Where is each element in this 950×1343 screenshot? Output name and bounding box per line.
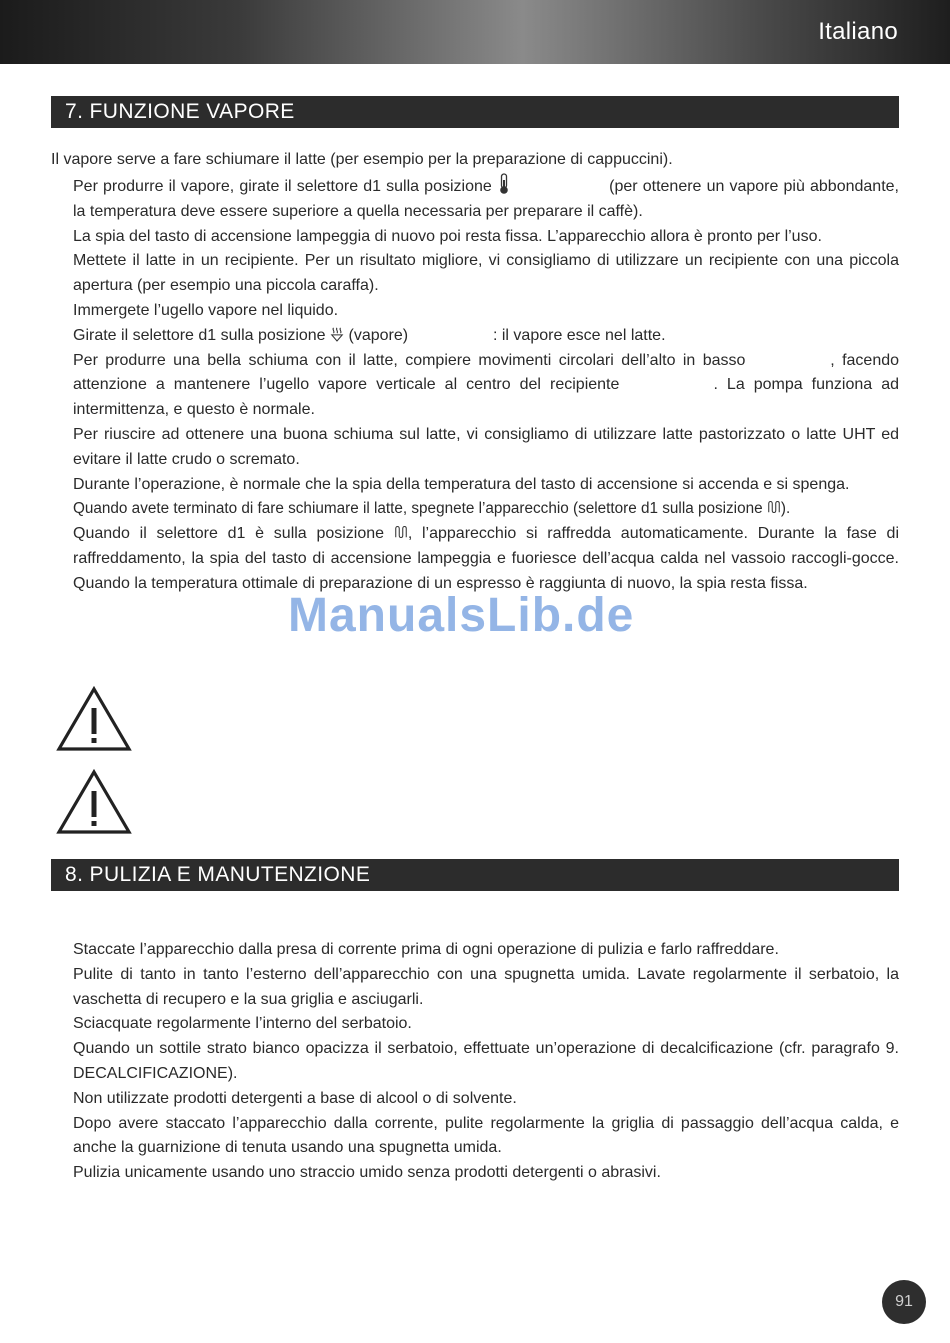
paragraph: Mettete il latte in un recipiente. Per un risultato migliore, vi consigliamo di utilizzare un recipiente con una piccola apertura (per esempio una piccola caraffa). [73,252,899,295]
watermark: ManualsLib.de [288,589,635,642]
list-item: Dopo avere staccato l’apparecchio dalla corrente, pulite regolarmente la griglia di passaggio dell’acqua calda, e anche la guarnizione di tenuta usando una spugnetta umida. [73,1114,899,1157]
section8-body [73,938,899,1186]
list-item: Staccate l’apparecchio dalla presa di corrente prima di ogni operazione di pulizia e farlo raffreddare. [73,941,779,958]
paragraph: Durante l’operazione, è normale che la spia della temperatura del tasto di accensione si accenda e si spenga. [73,475,850,493]
section7-intro: Il vapore serve a fare schiumare il latte (per esempio per la preparazione di cappuccini). [51,151,673,168]
warning-icon [56,686,132,752]
language-label: Italiano [818,18,898,45]
section-title-cleaning-maintenance: 8. PULIZIA E MANUTENZIONE [51,859,899,891]
page-number: 91 [882,1280,926,1324]
paragraph: La spia del tasto di accensione lampeggia di nuovo poi resta fissa. L’apparecchio allora è pronto per l’uso. [73,227,822,245]
paragraph: Per produrre una bella schiuma con il latte, compiere movimenti circolari dell’alto in basso , facendo attenzione a mantenere l’ugello vapore verticale al centro del recipiente . La pompa funziona ad intermittenza, e questo è normale. [73,351,900,419]
list-item: Non utilizzate prodotti detergenti a base di alcool o di solvente. [73,1089,517,1107]
paragraph: Immergete l’ugello vapore nel liquido. [73,301,339,319]
paragraph: Girate il selettore d1 sulla posizione (vapore) : il vapore esce nel latte. [73,326,666,344]
off-position-icon [394,524,408,540]
paragraph: Per produrre il vapore, girate il selettore d1 sulla posizione (per ottenere un vapore più abbondante, la temperatura deve essere superiore a quella necessaria per preparare il caffè). [73,173,899,225]
steam-icon [330,326,344,342]
list-item: Sciacquate regolarmente l’interno del serbatoio. [73,1015,412,1033]
header-bar [0,0,950,64]
warning-icon [56,769,132,835]
paragraph: Quando il selettore d1 è sulla posizione , l’apparecchio si raffredda automaticamente. Durante la fase di raffreddamento, la spia del tasto di accensione lampeggia e fuoriesce dell’acqua calda nel vassoio raccogli-gocce. Quando la temperatura ottimale di preparazione di un espresso è raggiunta di nuovo, la spia resta fissa. [73,525,900,592]
list-item: Pulite di tanto in tanto l’esterno dell’apparecchio con una spugnetta umida. Lavate regolarmente il serbatoio, la vaschetta di recupero e la sua griglia e asciugarli. [73,965,899,1008]
list-item: Pulizia unicamente usando uno straccio umido senza prodotti detergenti o abrasivi. [73,1164,661,1182]
paragraph: Quando avete terminato di fare schiumare il latte, spegnete l’apparecchio (selettore d1 sulla posizione ). [73,500,791,518]
off-position-icon [767,499,781,515]
thermometer-icon [497,173,511,195]
paragraph: Per riuscire ad ottenere una buona schiuma sul latte, vi consigliamo di utilizzare latte pastorizzato o latte UHT ed evitare il latte crudo o scremato. [73,425,899,468]
section-title-steam-function: 7. FUNZIONE VAPORE [51,96,899,128]
list-item: Quando un sottile strato bianco opacizza il serbatoio, effettuate un’operazione di decalcificazione (cfr. paragrafo 9. DECALCIFICAZIONE). [73,1040,899,1082]
section7-body [73,173,899,597]
